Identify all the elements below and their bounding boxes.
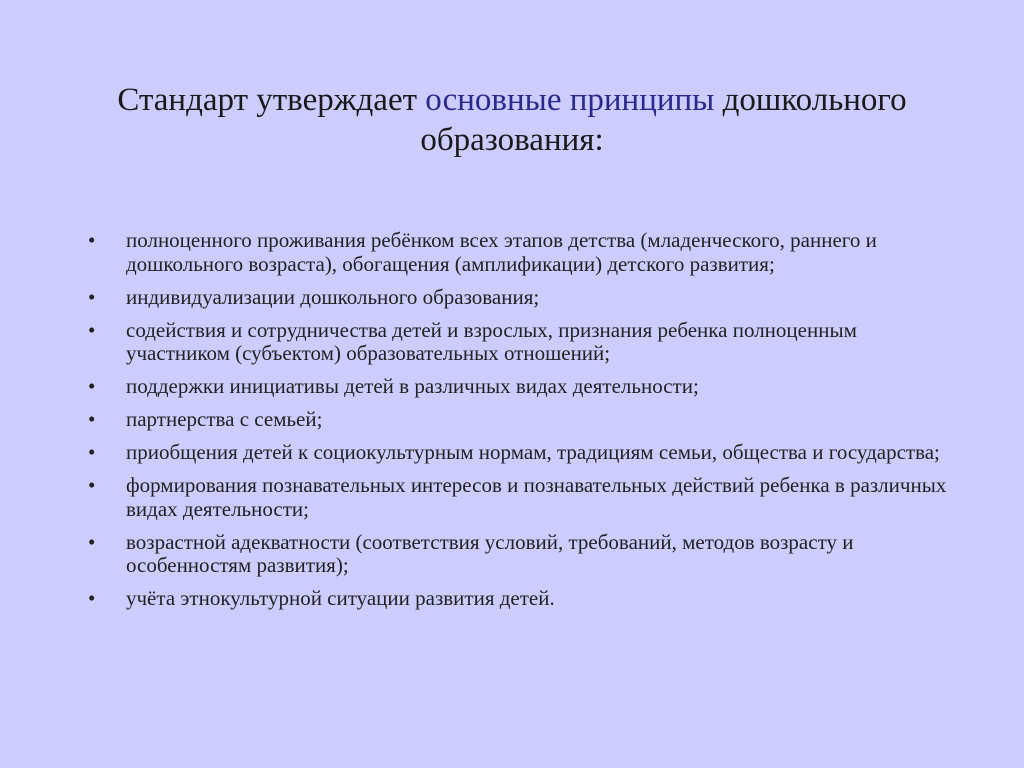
principle-text: возрастной адекватности (соответствия условий, требований, методов возрасту и особенностям развития); bbox=[126, 529, 854, 577]
title-highlight: основные принципы bbox=[425, 82, 715, 118]
principle-text: полноценного проживания ребёнком всех этапов детства (младенческого, раннего и дошкольного возраста), обогащения (амплификации) детского развития; bbox=[126, 228, 877, 276]
bullet-icon: • bbox=[88, 284, 96, 309]
principle-item bbox=[88, 441, 948, 465]
principles-list bbox=[88, 229, 948, 620]
bullet-icon: • bbox=[88, 228, 96, 252]
title-part-2: дошкольного образования: bbox=[420, 82, 907, 158]
principle-item bbox=[88, 229, 948, 276]
principle-item bbox=[88, 408, 948, 432]
title-part-1: Стандарт утверждает bbox=[117, 82, 426, 118]
principle-item bbox=[88, 319, 948, 366]
principle-text: партнерства с семьей; bbox=[126, 407, 323, 431]
bullet-icon: • bbox=[88, 317, 96, 342]
bullet-icon: • bbox=[88, 440, 96, 464]
bullet-icon: • bbox=[88, 586, 96, 610]
principle-item bbox=[88, 531, 948, 578]
principle-item bbox=[88, 474, 948, 521]
slide-title bbox=[60, 80, 964, 160]
principle-text: индивидуализации дошкольного образования; bbox=[126, 284, 540, 309]
principle-item bbox=[88, 375, 948, 399]
principle-text: поддержки инициативы детей в различных видах деятельности; bbox=[126, 374, 699, 398]
principle-item bbox=[88, 286, 948, 310]
bullet-icon: • bbox=[88, 374, 96, 398]
bullet-icon: • bbox=[88, 473, 96, 497]
principle-text: формирования познавательных интересов и познавательных действий ребенка в различных видах деятельности; bbox=[126, 473, 947, 521]
principle-text: приобщения детей к социокультурным нормам, традициям семьи, общества и государства; bbox=[126, 440, 940, 464]
principle-text: учёта этнокультурной ситуации развития детей. bbox=[126, 586, 555, 610]
bullet-icon: • bbox=[88, 407, 96, 431]
principle-text: содействия и сотрудничества детей и взрослых, признания ребенка полноценным участником (субъектом) образовательных отношений; bbox=[126, 317, 857, 365]
principle-item bbox=[88, 587, 948, 611]
bullet-icon: • bbox=[88, 529, 96, 554]
